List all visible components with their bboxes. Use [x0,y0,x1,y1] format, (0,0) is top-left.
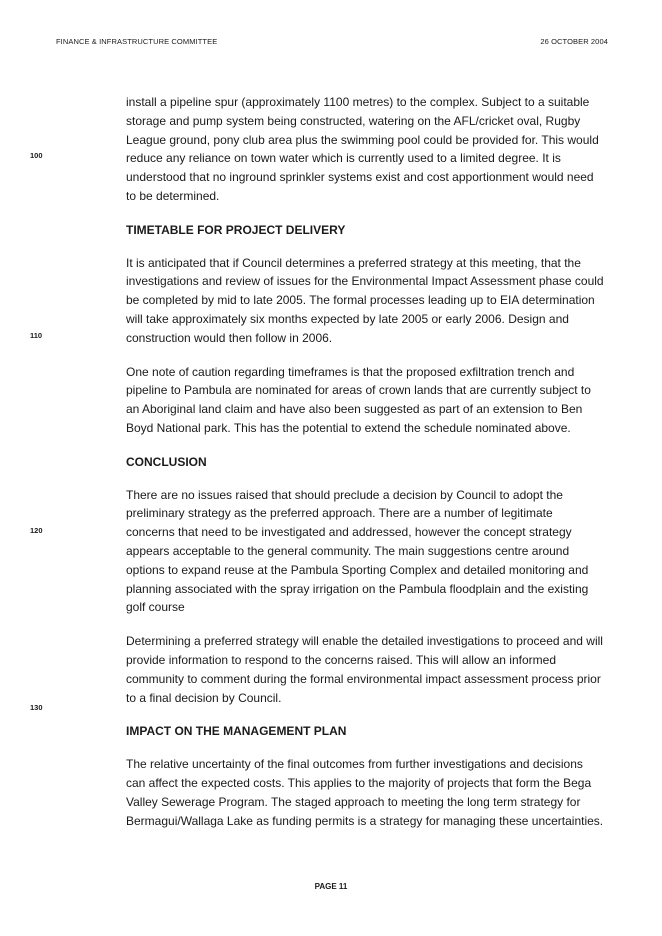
paragraph-pipeline-spur: install a pipeline spur (approximately 1100 metres) to the complex. Subject to a suitable storage and pump system being constructed, watering on the AFL/cricket oval, Rugby League ground, pony club area plus the swimming pool could be provided for. This would reduce any reliance on town water which is currently used to a limited degree. It is understood that no inground sprinkler systems exist and cost apportionment would need to be determined. [126,95,599,203]
heading-timetable: TIMETABLE FOR PROJECT DELIVERY [126,222,346,237]
paragraph-conclusion: There are no issues raised that should preclude a decision by Council to adopt the preliminary strategy as the preferred approach. There are a number of legitimate concerns that need to be investigated and addressed, however the concept strategy appears acceptable to the general community. The main suggestions centre around options to expand reuse at the Pambula Sporting Complex and detailed monitoring and planning associated with the spray irrigation on the Pambula floodplain and the existing golf course [126,487,589,615]
paragraph-caution: One note of caution regarding timeframes is that the proposed exfiltration trench and pipeline to Pambula are nominated for areas of crown lands that are currently subject to an Aboriginal land claim and have also been suggested as part of an extension to Ben Boyd National park. This has the potential to extend the schedule nominated above. [126,364,591,435]
heading-impact: IMPACT ON THE MANAGEMENT PLAN [126,724,347,739]
header-committee: FINANCE & INFRASTRUCTURE COMMITTEE [56,37,218,46]
page-number: PAGE 11 [314,882,348,891]
paragraph-timetable: It is anticipated that if Council determines a preferred strategy at this meeting, that the investigations and review of issues for the Environmental Impact Assessment phase could be completed by mid to late 2005. The formal processes leading up to EIA determination will take approximately six months expected by late 2005 or early 2006. Design and construction would then follow in 2006. [126,255,604,345]
line-number-100: 100 [30,151,43,160]
header-date: 26 OCTOBER 2004 [540,37,608,46]
document-body [126,93,604,830]
paragraph-impact: The relative uncertainty of the final outcomes from further investigations and decisions can affect the expected costs. This applies to the majority of projects that form the Bega Valley Sewerage Program. The staged approach to meeting the long term strategy for Bermagui/Wallaga Lake as funding permits is a strategy for managing these uncertainties. [126,757,604,828]
heading-conclusion: CONCLUSION [126,454,207,469]
line-number-110: 110 [30,331,43,340]
line-number-120: 120 [30,526,43,535]
line-number-130: 130 [30,703,43,712]
paragraph-determining: Determining a preferred strategy will enable the detailed investigations to proceed and will provide information to respond to the concerns raised. This will allow an informed community to comment during the formal environmental impact assessment process prior to a final decision by Council. [126,634,603,705]
